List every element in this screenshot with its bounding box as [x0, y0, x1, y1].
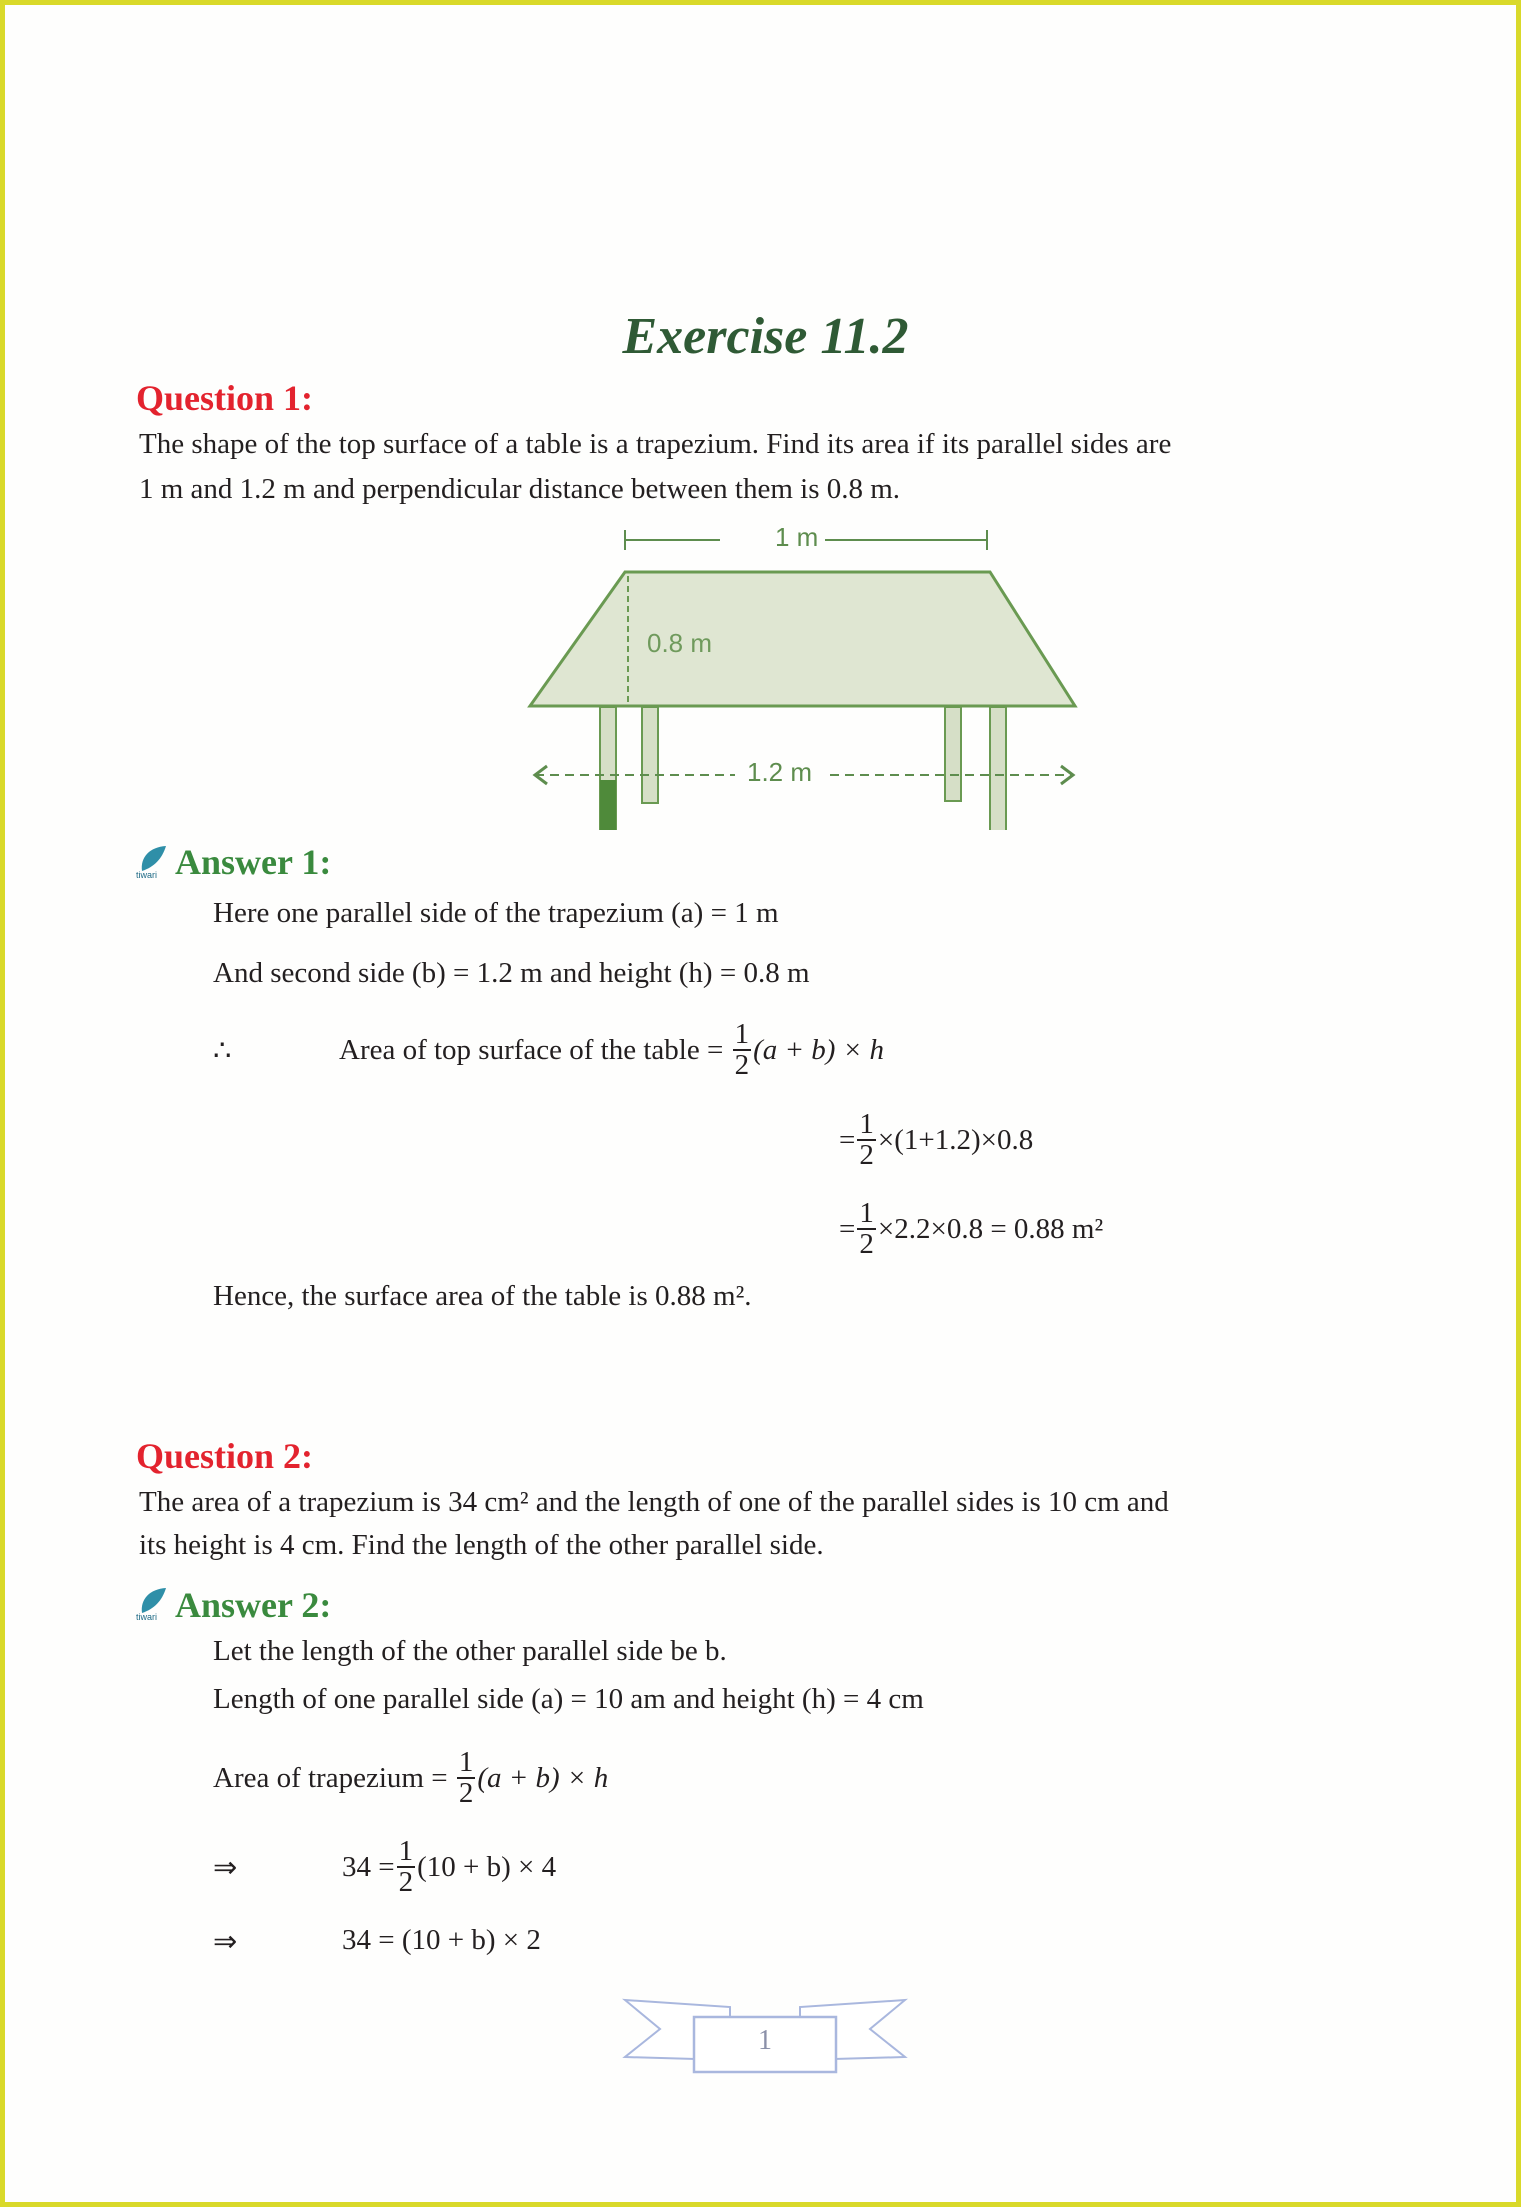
tiwari-logo-icon	[136, 1585, 170, 1621]
formula-label: Area of top surface of the table =	[339, 1033, 724, 1066]
implies-symbol: ⇒	[213, 1852, 238, 1884]
answer-2-step	[342, 1832, 556, 1902]
equals: =	[839, 1212, 856, 1245]
denominator: 2	[398, 1866, 414, 1898]
formula-expression: (a + b) × h	[753, 1033, 885, 1066]
denominator: 2	[458, 1777, 474, 1809]
figure-bottom-label: 1.2 m	[747, 757, 813, 787]
table-trapezium-figure	[525, 520, 1085, 830]
figure-height-label: 0.8 m	[647, 628, 713, 658]
step-expression: ×2.2×0.8 = 0.88 m²	[877, 1212, 1104, 1245]
page-number-banner	[620, 1995, 910, 2075]
answer-1-step	[839, 1105, 1033, 1175]
answer-1-conclusion: Hence, the surface area of the table is 0.88 m².	[213, 1280, 752, 1312]
question-1-label: Question 1:	[136, 378, 314, 418]
svg-text:tiwari: tiwari	[136, 1612, 158, 1621]
step-expression: ×(1+1.2)×0.8	[877, 1123, 1034, 1156]
numerator: 1	[458, 1746, 474, 1778]
answer-1-label: Answer 1:	[175, 842, 332, 882]
therefore-symbol: ∴	[213, 1035, 232, 1067]
question-1-text: 1 m and 1.2 m and perpendicular distance between them is 0.8 m.	[139, 473, 901, 505]
question-1-text: The shape of the top surface of a table is a trapezium. Find its area if its parallel sides are	[139, 428, 1172, 460]
formula-label: Area of trapezium =	[213, 1761, 448, 1794]
answer-1-line: Here one parallel side of the trapezium (a) = 1 m	[213, 897, 779, 929]
fraction-half	[397, 1837, 416, 1897]
numerator: 1	[859, 1108, 874, 1140]
answer-1-line: And second side (b) = 1.2 m and height (h) = 0.8 m	[213, 957, 810, 989]
answer-2-formula	[213, 1743, 608, 1813]
question-2-text: its height is 4 cm. Find the length of the other parallel side.	[139, 1529, 824, 1561]
answer-2-step: 34 = (10 + b) × 2	[342, 1924, 541, 1956]
answer-1-step	[839, 1194, 1103, 1264]
answer-2-label: Answer 2:	[175, 1585, 332, 1625]
question-2-label: Question 2:	[136, 1436, 314, 1476]
question-2-text: The area of a trapezium is 34 cm² and the length of one of the parallel sides is 10 cm and	[139, 1486, 1169, 1518]
fraction-half	[733, 1020, 752, 1080]
fraction-half	[857, 1199, 876, 1259]
answer-1-formula	[339, 1015, 884, 1085]
tiwari-logo-icon	[136, 843, 170, 879]
step-lhs: 34 =	[342, 1850, 395, 1883]
exercise-title: Exercise 11.2	[622, 308, 909, 365]
numerator: 1	[859, 1197, 874, 1229]
implies-symbol: ⇒	[213, 1926, 238, 1958]
denominator: 2	[859, 1139, 874, 1171]
svg-text:tiwari: tiwari	[136, 870, 158, 879]
step-expression: (10 + b) × 4	[417, 1850, 557, 1883]
numerator: 1	[734, 1018, 750, 1050]
page-number: 1	[758, 2025, 772, 2056]
denominator: 2	[859, 1228, 874, 1260]
answer-2-line: Length of one parallel side (a) = 10 am and height (h) = 4 cm	[213, 1683, 924, 1715]
numerator: 1	[398, 1835, 414, 1867]
equals: =	[839, 1123, 856, 1156]
fraction-half	[457, 1748, 476, 1808]
figure-top-label: 1 m	[775, 522, 819, 552]
fraction-half	[857, 1110, 876, 1170]
answer-2-line: Let the length of the other parallel side be b.	[213, 1635, 727, 1667]
denominator: 2	[734, 1049, 750, 1081]
formula-expression: (a + b) × h	[477, 1761, 609, 1794]
